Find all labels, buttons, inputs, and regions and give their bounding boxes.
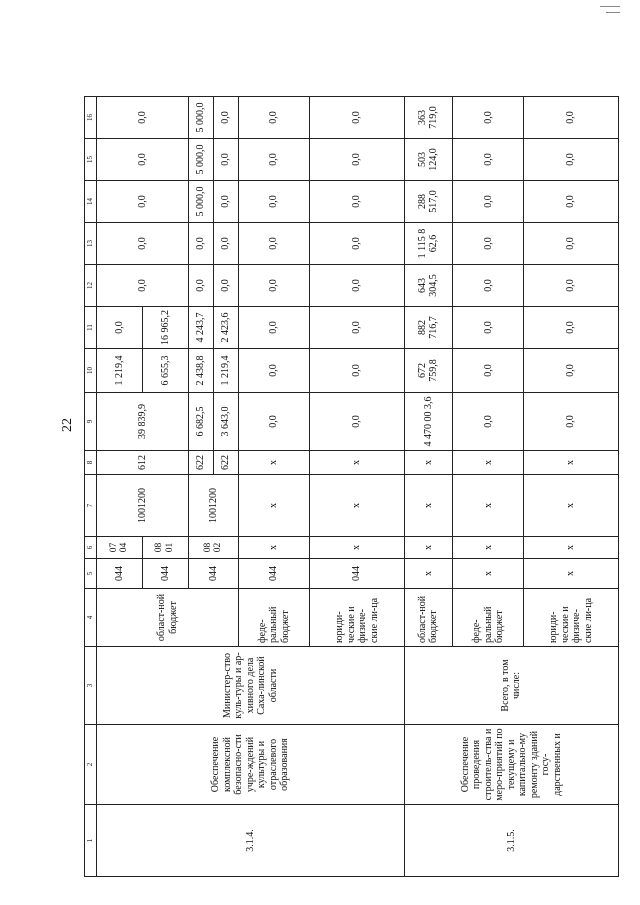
corner-rule (606, 12, 620, 13)
header-cell: 12 (85, 265, 97, 307)
x-cell: x (524, 559, 619, 589)
value-cell: 0,0 (310, 181, 404, 223)
executor: Всего, в том числе: (404, 647, 618, 725)
value-cell: 0,0 (97, 265, 189, 307)
vr-cell: 612 (97, 451, 189, 475)
value-cell: 0,0 (310, 97, 404, 139)
x-cell: x (453, 475, 524, 537)
value-cell: 16 965,2 (142, 307, 188, 349)
value-cell: 0,0 (97, 181, 189, 223)
value-cell: 1 219,4 (97, 349, 143, 393)
header-cell: 2 (85, 725, 97, 805)
rz-cell: 08 01 (142, 537, 188, 559)
value-cell: 0,0 (310, 349, 404, 393)
rz-cell: 07 04 (97, 537, 143, 559)
value-cell: 0,0 (524, 139, 619, 181)
value-cell: 0,0 (97, 307, 143, 349)
csr-cell: 1001200 (97, 475, 189, 537)
row-code: 3.1.5. (404, 805, 618, 877)
funding-source: феде-ральный бюджет (239, 589, 310, 647)
value-cell: 1 219,4 (213, 349, 238, 393)
total-cell: 6 682,5 (188, 393, 213, 451)
value-cell: 5 000,0 (188, 139, 213, 181)
funding-source: област-ной бюджет (97, 589, 239, 647)
value-cell: 672 759,8 (404, 349, 452, 393)
total-cell: 0,0 (310, 393, 404, 451)
header-cell: 15 (85, 139, 97, 181)
value-cell: 0,0 (213, 97, 238, 139)
vr-cell: 622 (188, 451, 213, 475)
table-row (97, 97, 143, 877)
x-cell: x (310, 475, 404, 537)
value-cell: 2 438,8 (188, 349, 213, 393)
value-cell: 0,0 (453, 265, 524, 307)
value-cell: 0,0 (97, 223, 189, 265)
value-cell: 0,0 (524, 265, 619, 307)
value-cell: 643 304,5 (404, 265, 452, 307)
value-cell: 0,0 (310, 223, 404, 265)
value-cell: 0,0 (97, 97, 189, 139)
total-cell: 0,0 (524, 393, 619, 451)
value-cell: 0,0 (239, 265, 310, 307)
value-cell: 288 517,0 (404, 181, 452, 223)
value-cell: 0,0 (188, 265, 213, 307)
total-cell: 3 643,0 (213, 393, 238, 451)
total-cell: 4 470 00 3,6 (404, 393, 452, 451)
value-cell: 0,0 (188, 223, 213, 265)
value-cell: 0,0 (453, 349, 524, 393)
x-cell: x (239, 537, 310, 559)
executor: Министер-ство куль-туры и ар-хивного дела Саха-линской области (97, 647, 405, 725)
x-cell: x (453, 559, 524, 589)
rotated-table-wrapper (84, 97, 619, 877)
budget-table (84, 96, 619, 877)
value-cell: 0,0 (239, 307, 310, 349)
x-cell: x (404, 559, 452, 589)
value-cell: 0,0 (239, 223, 310, 265)
value-cell: 0,0 (310, 139, 404, 181)
x-cell: x (239, 475, 310, 537)
value-cell: 0,0 (524, 307, 619, 349)
value-cell: 0,0 (213, 223, 238, 265)
x-cell: x (310, 451, 404, 475)
value-cell: 363 719,0 (404, 97, 452, 139)
x-cell: x (524, 451, 619, 475)
grbs-cell: 044 (97, 559, 143, 589)
header-cell: 9 (85, 393, 97, 451)
header-cell: 13 (85, 223, 97, 265)
header-cell: 3 (85, 647, 97, 725)
value-cell: 0,0 (310, 265, 404, 307)
header-cell: 16 (85, 97, 97, 139)
value-cell: 0,0 (453, 223, 524, 265)
vr-cell: 622 (213, 451, 238, 475)
value-cell: 0,0 (453, 181, 524, 223)
x-cell: x (453, 451, 524, 475)
header-cell: 8 (85, 451, 97, 475)
header-cell: 14 (85, 181, 97, 223)
event-name: Обеспечение проведения строитель-ства и меро-приятий по текущему и капитально-му ремонту зданий госу-дарственных и (404, 725, 618, 805)
grbs-cell: 044 (142, 559, 188, 589)
x-cell: x (239, 451, 310, 475)
value-cell: 0,0 (453, 139, 524, 181)
value-cell: 6 655,3 (142, 349, 188, 393)
grbs-cell: 044 (239, 559, 310, 589)
x-cell: x (404, 475, 452, 537)
value-cell: 0,0 (213, 139, 238, 181)
value-cell: 503 124,0 (404, 139, 452, 181)
value-cell: 0,0 (239, 349, 310, 393)
grbs-cell: 044 (310, 559, 404, 589)
funding-source: юриди-ческие и физиче-ские ли-ца (524, 589, 619, 647)
value-cell: 0,0 (524, 181, 619, 223)
total-cell: 39 839,9 (97, 393, 189, 451)
header-cell: 11 (85, 307, 97, 349)
value-cell: 0,0 (213, 265, 238, 307)
header-cell: 10 (85, 349, 97, 393)
value-cell: 0,0 (524, 349, 619, 393)
value-cell: 0,0 (239, 181, 310, 223)
value-cell: 0,0 (310, 307, 404, 349)
funding-source: феде-ральный бюджет (453, 589, 524, 647)
total-cell: 0,0 (453, 393, 524, 451)
value-cell: 0,0 (524, 97, 619, 139)
value-cell: 0,0 (239, 139, 310, 181)
x-cell: x (310, 537, 404, 559)
event-name: Обеспечение комплексной безопасно-сти учре-ждений культуры и отраслевого образования (97, 725, 405, 805)
x-cell: x (524, 537, 619, 559)
value-cell: 0,0 (213, 181, 238, 223)
corner-rule (600, 6, 620, 7)
value-cell: 2 423,6 (213, 307, 238, 349)
value-cell: 4 243,7 (188, 307, 213, 349)
x-cell: x (404, 451, 452, 475)
value-cell: 0,0 (453, 307, 524, 349)
value-cell: 5 000,0 (188, 97, 213, 139)
grbs-cell: 044 (188, 559, 238, 589)
row-code: 3.1.4. (97, 805, 405, 877)
header-cell: 4 (85, 589, 97, 647)
value-cell: 0,0 (524, 223, 619, 265)
page-number: 22 (60, 418, 75, 432)
header-cell: 7 (85, 475, 97, 537)
header-cell: 1 (85, 805, 97, 877)
csr-cell: 1001200 (188, 475, 238, 537)
x-cell: x (453, 537, 524, 559)
value-cell: 0,0 (97, 139, 189, 181)
header-row (85, 97, 97, 877)
value-cell: 0,0 (453, 97, 524, 139)
total-cell: 0,0 (239, 393, 310, 451)
table-row (404, 97, 452, 877)
value-cell: 882 716,7 (404, 307, 452, 349)
header-cell: 6 (85, 537, 97, 559)
value-cell: 1 115 8 62,6 (404, 223, 452, 265)
value-cell: 0,0 (239, 97, 310, 139)
header-cell: 5 (85, 559, 97, 589)
x-cell: x (524, 475, 619, 537)
rz-cell: 08 02 (188, 537, 238, 559)
funding-source: област-ной бюджет (404, 589, 452, 647)
x-cell: x (404, 537, 452, 559)
funding-source: юриди-ческие и физиче-ские ли-ца (310, 589, 404, 647)
value-cell: 5 000,0 (188, 181, 213, 223)
